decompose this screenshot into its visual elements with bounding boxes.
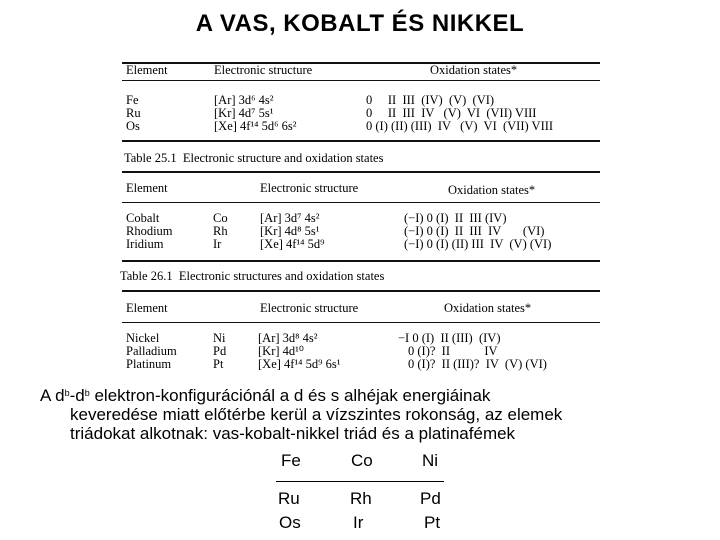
table2-header-element: Element <box>126 181 168 195</box>
table3-row-oxidation: 0 (I)? II IV <box>408 344 498 358</box>
scanned-tables <box>118 56 608 378</box>
table2-row-oxidation: (−I) 0 (I) II III IV (VI) <box>404 224 545 238</box>
table1-caption: Table 25.1 Electronic structure and oxidation states <box>124 151 384 165</box>
triad-ru: Ru <box>278 489 300 508</box>
triad-ni: Ni <box>422 451 439 470</box>
table3-row-symbol: Pd <box>213 344 227 358</box>
table2-row-structure: [Ar] 3d⁷ 4s² <box>260 211 320 225</box>
description-paragraph <box>40 386 680 443</box>
table2-row-oxidation: (−I) 0 (I) II III (IV) <box>404 211 507 225</box>
table2-row-structure: [Xe] 4f¹⁴ 5d⁹ <box>260 237 325 251</box>
table3-top-rule <box>122 290 600 292</box>
table1-header-structure: Electronic structure <box>214 63 313 77</box>
table2-header-rule <box>122 202 600 203</box>
table1-top-rule <box>122 62 600 64</box>
paragraph-line-2: keveredése miatt előtérbe kerül a vízszintes rokonság, az elemek <box>70 405 563 424</box>
triad-os: Os <box>279 513 301 532</box>
table3-header-rule <box>122 322 600 323</box>
table3-header-structure: Electronic structure <box>260 301 359 315</box>
table1-row-element: Fe <box>126 93 139 107</box>
table2-bottom-rule <box>122 260 600 262</box>
table2-header-oxidation: Oxidation states* <box>448 183 536 197</box>
table3-header-element: Element <box>126 301 168 315</box>
table3-row-element: Platinum <box>126 357 172 371</box>
table3-row-element: Palladium <box>126 344 177 358</box>
table1-header-element: Element <box>126 63 168 77</box>
table2-header-structure: Electronic structure <box>260 181 359 195</box>
table1-row-element: Ru <box>126 106 141 120</box>
table3-row-symbol: Ni <box>213 331 226 345</box>
table3-row-structure: [Ar] 3d⁸ 4s² <box>258 331 318 345</box>
triad-co: Co <box>351 451 373 470</box>
page-title: A VAS, KOBALT ÉS NIKKEL <box>195 10 525 37</box>
table2-top-rule <box>122 171 600 173</box>
table1-row-structure: [Kr] 4d⁷ 5s¹ <box>214 106 274 120</box>
table2-row-symbol: Ir <box>213 237 222 251</box>
table2-row-structure: [Kr] 4d⁸ 5s¹ <box>260 224 320 238</box>
table3-row-oxidation: 0 (I)? II (III)? IV (V) (VI) <box>408 357 547 371</box>
table2-caption: Table 26.1 Electronic structures and oxidation states <box>120 269 385 283</box>
table3-row-structure: [Kr] 4d¹⁰ <box>258 344 304 358</box>
table2-row-element: Cobalt <box>126 211 160 225</box>
table3-row-structure: [Xe] 4f¹⁴ 5d⁹ 6s¹ <box>258 357 341 371</box>
table1-header-rule <box>122 80 600 81</box>
table3-row-element: Nickel <box>126 331 160 345</box>
table3-row-symbol: Pt <box>213 357 224 371</box>
triad-fe: Fe <box>281 451 301 470</box>
triad-divider <box>276 481 444 482</box>
triad-rh: Rh <box>350 489 372 508</box>
paragraph-line-3: triádokat alkotnak: vas-kobalt-nikkel triád és a platinafémek <box>70 424 516 443</box>
table1-row-structure: [Ar] 3d⁶ 4s² <box>214 93 274 107</box>
triad-ir: Ir <box>353 513 364 532</box>
table2-row-symbol: Co <box>213 211 228 225</box>
table1-bottom-rule <box>122 140 600 142</box>
triad-pd: Pd <box>420 489 441 508</box>
table1-row-oxidation: 0 (I) (II) (III) IV (V) VI (VII) VIII <box>366 119 554 133</box>
paragraph-line-1: A $d^b-d^b$ elektron-konfigurációnál a d és s alhéjak energiáinak <box>40 386 491 405</box>
table1-header-oxidation: Oxidation states* <box>430 63 518 77</box>
table2-row-oxidation: (−I) 0 (I) (II) III IV (V) (VI) <box>404 237 552 251</box>
table1-row-structure: [Xe] 4f¹⁴ 5d⁶ 6s² <box>214 119 297 133</box>
triad-pt: Pt <box>424 513 441 532</box>
table3-row-oxidation: −I 0 (I) II (III) (IV) <box>398 331 501 345</box>
table1-row-oxidation: 0 II III IV (V) VI (VII) VIII <box>366 106 537 120</box>
table2-row-element: Rhodium <box>126 224 173 238</box>
table2-row-symbol: Rh <box>213 224 228 238</box>
table1-row-element: Os <box>126 119 140 133</box>
table3-header-oxidation: Oxidation states* <box>444 301 532 315</box>
table2-row-element: Iridium <box>126 237 164 251</box>
table1-row-oxidation: 0 II III (IV) (V) (VI) <box>366 93 495 107</box>
